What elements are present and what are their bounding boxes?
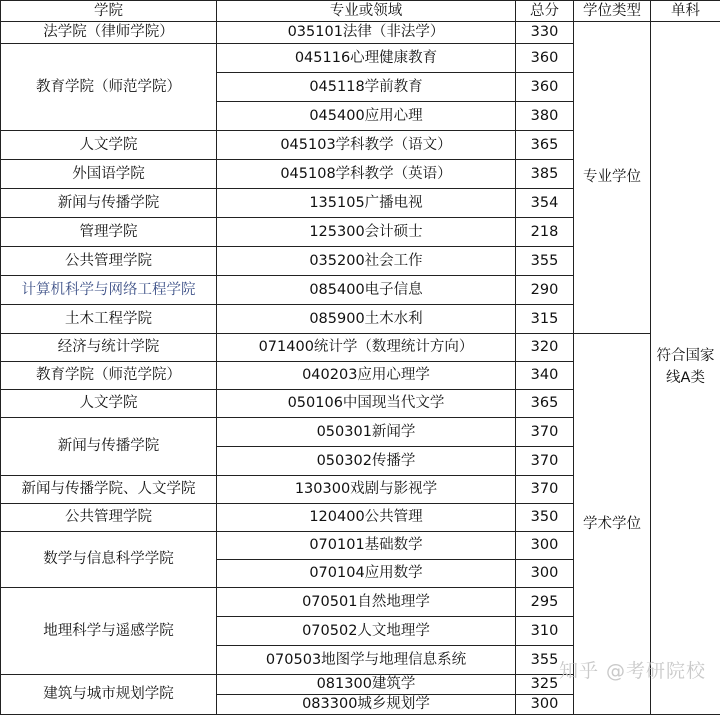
major-cell: 045116心理健康教育 — [217, 44, 516, 73]
score-cell: 300 — [516, 532, 574, 560]
major-cell: 070502人文地理学 — [217, 617, 516, 646]
major-cell: 035101法律（非法学） — [217, 22, 516, 44]
school-cell: 人文学院 — [1, 390, 217, 418]
score-cell: 365 — [516, 131, 574, 160]
major-cell: 070101基础数学 — [217, 532, 516, 560]
major-cell: 040203应用心理学 — [217, 362, 516, 390]
score-cell: 355 — [516, 247, 574, 276]
school-cell: 地理科学与遥感学院 — [1, 588, 217, 675]
school-cell: 外国语学院 — [1, 160, 217, 189]
major-cell: 050302传播学 — [217, 447, 516, 476]
score-cell: 360 — [516, 44, 574, 73]
score-cell: 360 — [516, 73, 574, 102]
header-school: 学院 — [1, 1, 217, 22]
major-cell: 070104应用数学 — [217, 560, 516, 588]
school-cell: 教育学院（师范学院） — [1, 362, 217, 390]
degree-type-professional: 专业学位 — [574, 22, 651, 334]
major-cell: 070503地图学与地理信息系统 — [217, 646, 516, 675]
header-score: 总分 — [516, 1, 574, 22]
major-cell: 085900土木水利 — [217, 305, 516, 334]
score-cell: 218 — [516, 218, 574, 247]
major-cell: 081300建筑学 — [217, 675, 516, 695]
score-cell: 340 — [516, 362, 574, 390]
major-cell: 050301新闻学 — [217, 418, 516, 447]
header-major: 专业或领域 — [217, 1, 516, 22]
single-subject-cell: 符合国家线A类 — [651, 22, 720, 715]
score-cell: 310 — [516, 617, 574, 646]
school-cell: 管理学院 — [1, 218, 217, 247]
score-cell: 370 — [516, 476, 574, 504]
major-cell: 045400应用心理 — [217, 102, 516, 131]
school-cell: 新闻与传播学院、人文学院 — [1, 476, 217, 504]
school-cell: 土木工程学院 — [1, 305, 217, 334]
score-cell: 320 — [516, 334, 574, 362]
score-cell: 350 — [516, 504, 574, 532]
score-cell: 370 — [516, 447, 574, 476]
major-cell: 045108学科教学（英语） — [217, 160, 516, 189]
score-cell: 370 — [516, 418, 574, 447]
score-cell: 325 — [516, 675, 574, 695]
table-row — [1, 334, 720, 362]
school-cell: 数学与信息科学学院 — [1, 532, 217, 588]
school-cell: 公共管理学院 — [1, 247, 217, 276]
major-cell: 050106中国现当代文学 — [217, 390, 516, 418]
major-cell: 071400统计学（数理统计方向） — [217, 334, 516, 362]
major-cell: 045118学前教育 — [217, 73, 516, 102]
score-cell: 315 — [516, 305, 574, 334]
score-cell: 354 — [516, 189, 574, 218]
major-cell: 045103学科教学（语文） — [217, 131, 516, 160]
major-cell: 125300会计硕士 — [217, 218, 516, 247]
score-cell: 380 — [516, 102, 574, 131]
score-cell: 385 — [516, 160, 574, 189]
score-cell: 300 — [516, 695, 574, 715]
school-cell: 建筑与城市规划学院 — [1, 675, 217, 715]
major-cell: 120400公共管理 — [217, 504, 516, 532]
score-cell: 290 — [516, 276, 574, 305]
school-cell: 法学院（律师学院） — [1, 22, 217, 44]
school-cell: 新闻与传播学院 — [1, 189, 217, 218]
major-cell: 130300戏剧与影视学 — [217, 476, 516, 504]
header-single-subject: 单科 — [651, 1, 720, 22]
header-degree-type: 学位类型 — [574, 1, 651, 22]
major-cell: 083300城乡规划学 — [217, 695, 516, 715]
major-cell: 035200社会工作 — [217, 247, 516, 276]
score-cell: 355 — [516, 646, 574, 675]
score-cell: 330 — [516, 22, 574, 44]
score-cell: 295 — [516, 588, 574, 617]
major-cell: 135105广播电视 — [217, 189, 516, 218]
major-cell: 085400电子信息 — [217, 276, 516, 305]
school-cell: 人文学院 — [1, 131, 217, 160]
school-cell: 公共管理学院 — [1, 504, 217, 532]
watermark: 知乎 @考研院校 — [559, 656, 706, 683]
score-cell: 300 — [516, 560, 574, 588]
table-row — [1, 22, 720, 44]
score-cell: 365 — [516, 390, 574, 418]
school-cell: 教育学院（师范学院） — [1, 44, 217, 131]
school-cell: 新闻与传播学院 — [1, 418, 217, 476]
table-header-row — [1, 1, 720, 22]
school-cell: 计算机科学与网络工程学院 — [1, 276, 217, 305]
school-cell: 经济与统计学院 — [1, 334, 217, 362]
degree-type-academic: 学术学位 — [574, 334, 651, 715]
major-cell: 070501自然地理学 — [217, 588, 516, 617]
